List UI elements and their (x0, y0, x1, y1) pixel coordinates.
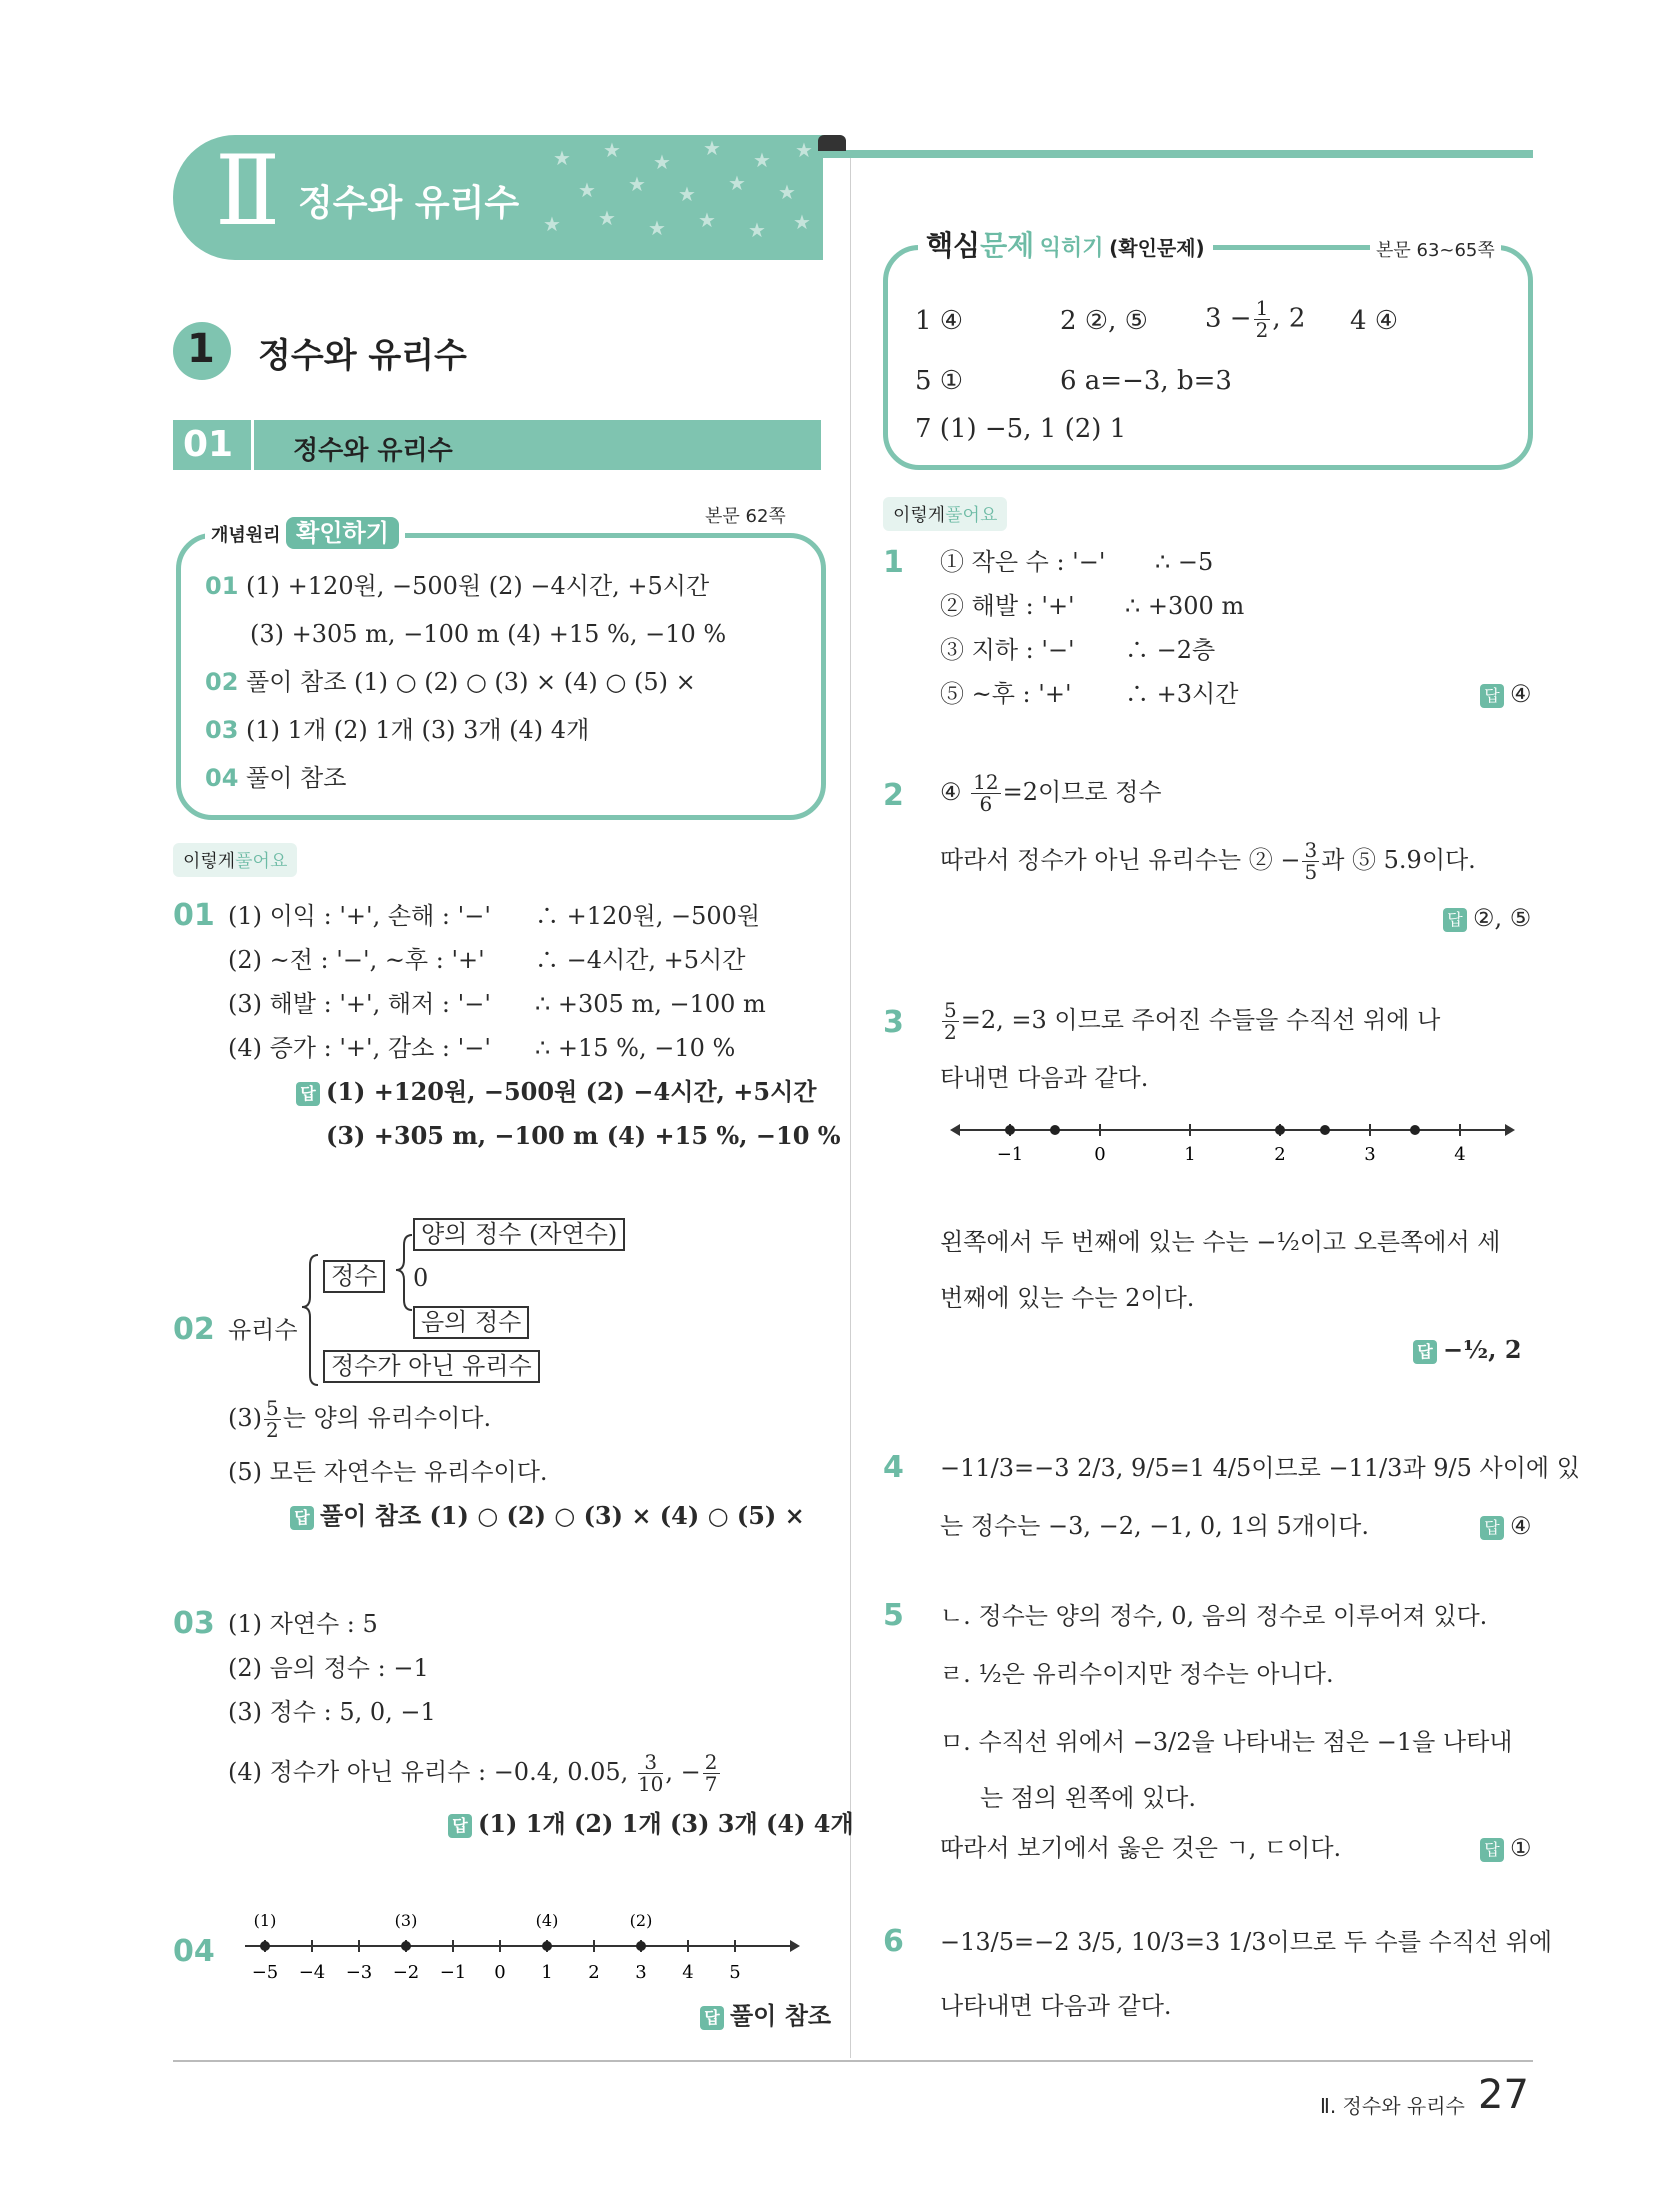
concept-page-ref: 본문 62쪽 (705, 506, 786, 527)
sol-04-number: 04 (173, 1934, 215, 1969)
p1-answer: ④ (1510, 680, 1532, 708)
p1-l1b: ∴ −5 (1155, 548, 1214, 576)
point-marker (542, 1941, 552, 1951)
svg-text:★: ★ (678, 182, 696, 206)
sol-03-l1: (1) 자연수 : 5 (228, 1610, 378, 1638)
p5-answer: ① (1510, 1834, 1532, 1862)
p1-l2a: ② 해발 : '+' (940, 592, 1075, 620)
sol-04-answer: 풀이 참조 (730, 2001, 832, 2030)
subsection-bar: 01 정수와 유리수 (173, 420, 821, 470)
core-tab: 핵심문제 익히기 (확인문제) (918, 226, 1213, 270)
p3-answer: −½, 2 (1443, 1335, 1522, 1364)
answer-icon: 답 (1480, 1838, 1504, 1862)
answer-icon: 답 (448, 1814, 472, 1838)
sol-02-l3: (3) $\frac{5}{2}$ 는 양의 유리수이다. (228, 1396, 492, 1442)
svg-text:★: ★ (703, 136, 721, 160)
sol-03-number: 03 (173, 1606, 215, 1641)
tick-label: 1 (1184, 1144, 1196, 1165)
answer-icon: 답 (1480, 1516, 1504, 1540)
sol-01-l4b: ∴ +15 %, −10 % (535, 1034, 736, 1062)
prob-4-number: 4 (883, 1450, 904, 1485)
svg-text:★: ★ (795, 138, 813, 162)
svg-text:★: ★ (793, 210, 811, 234)
solve-label-right: 이렇게풀어요 (883, 497, 1007, 531)
svg-text:★: ★ (628, 172, 646, 196)
footer-label: Ⅱ. 정수와 유리수 (1320, 2094, 1465, 2118)
p3-l2: 타내면 다음과 같다. (940, 1064, 1149, 1092)
star-pattern (533, 135, 823, 260)
sol-01-number: 01 (173, 898, 215, 933)
svg-text:★: ★ (543, 212, 561, 236)
core-a2: 2 ②, ⑤ (1060, 306, 1148, 336)
number-line-3 (950, 1110, 1520, 1190)
sol-03-l2: (2) 음의 정수 : −1 (228, 1654, 429, 1682)
core-page-ref: 본문 63~65쪽 (1370, 236, 1501, 262)
tick-label: 0 (494, 1962, 506, 1983)
section-number-circle: 1 (173, 322, 231, 380)
prob-3-number: 3 (883, 1005, 904, 1040)
concept-q03: (1) 1개 (2) 1개 (3) 3개 (4) 4개 (246, 716, 590, 744)
p5-l4: 는 점의 왼쪽에 있다. (980, 1784, 1196, 1812)
p5-l2: ㄹ. ½은 유리수이지만 정수는 아니다. (940, 1660, 1334, 1688)
p4-answer: ④ (1510, 1512, 1532, 1540)
point-marker (260, 1941, 270, 1951)
sol-03-answer: (1) 1개 (2) 1개 (3) 3개 (4) 4개 (478, 1809, 854, 1838)
p6-l1: −13/5=−2 3/5, 10/3=3 1/3이므로 두 수를 수직선 위에 (940, 1928, 1553, 1956)
core-a4: 4 ④ (1350, 306, 1399, 336)
sol-03-l4: (4) 정수가 아닌 유리수 : −0.4, 0.05, $\frac{3}{10}$ , − $\frac{2}{7}$ (228, 1750, 718, 1796)
tick-label: 1 (541, 1962, 553, 1983)
svg-text:★: ★ (598, 206, 616, 230)
tick-label: 0 (1094, 1144, 1106, 1165)
p1-l3a: ③ 지하 : '−' (940, 636, 1075, 664)
svg-text:★: ★ (578, 178, 596, 202)
svg-text:★: ★ (728, 171, 746, 195)
tick-label: 4 (682, 1962, 694, 1983)
sol-01-answer-1: (1) +120원, −500원 (2) −4시간, +5시간 (326, 1077, 817, 1106)
sol-01-l3b: ∴ +305 m, −100 m (535, 990, 766, 1018)
tick-label: 4 (1454, 1144, 1466, 1165)
sol-01-l1a: (1) 이익 : '+', 손해 : '−' (228, 902, 491, 930)
tick-label: −1 (996, 1144, 1024, 1165)
svg-text:★: ★ (778, 180, 796, 204)
svg-text:★: ★ (648, 216, 666, 240)
sol-02-number: 02 (173, 1312, 215, 1347)
concept-q02: 풀이 참조 (1) ○ (2) ○ (3) × (4) ○ (5) × (246, 668, 696, 696)
prob-2-number: 2 (883, 778, 904, 813)
p1-l1a: ① 작은 수 : '−' (940, 548, 1106, 576)
tick-label: 5 (729, 1962, 741, 1983)
chapter-banner (173, 135, 823, 260)
p1-l3b: ∴ −2층 (1125, 636, 1216, 664)
concept-q01-l1: (1) +120원, −500원 (2) −4시간, +5시간 (246, 572, 710, 600)
answer-icon: 답 (1443, 908, 1467, 932)
p1-l2b: ∴ +300 m (1125, 592, 1245, 620)
point-label: (2) (629, 1911, 653, 1930)
sol-02-answer: 풀이 참조 (1) ○ (2) ○ (3) × (4) ○ (5) × (320, 1501, 805, 1530)
tick-label: 3 (635, 1962, 647, 1983)
svg-text:★: ★ (653, 150, 671, 174)
point-label: (4) (535, 1911, 559, 1930)
p5-l1: ㄴ. 정수는 양의 정수, 0, 음의 정수로 이루어져 있다. (940, 1602, 1488, 1630)
p2-l1: ④ $\frac{12}{6}$ =2이므로 정수 (940, 770, 1162, 816)
p4-l1: −11/3=−3 2/3, 9/5=1 4/5이므로 −11/3과 9/5 사이에 있 (940, 1454, 1580, 1482)
header-rule (823, 150, 1533, 158)
tick-label: −2 (392, 1962, 420, 1983)
p1-l4a: ⑤ ~후 : '+' (940, 680, 1072, 708)
point-marker (401, 1941, 411, 1951)
solve-label-left: 이렇게풀어요 (173, 843, 297, 877)
section-title: 정수와 유리수 (258, 336, 467, 376)
prob-5-number: 5 (883, 1598, 904, 1633)
core-a7: 7 (1) −5, 1 (2) 1 (915, 414, 1127, 444)
column-divider (850, 158, 851, 2058)
tree-non-integer: 정수가 아닌 유리수 (323, 1350, 540, 1383)
sol-01-l2a: (2) ~전 : '−', ~후 : '+' (228, 946, 485, 974)
sol-01-l1b: ∴ +120원, −500원 (535, 902, 761, 930)
sol-01-answer-2: (3) +305 m, −100 m (4) +15 %, −10 % (326, 1121, 841, 1150)
answer-icon: 답 (700, 2006, 724, 2030)
concept-q04: 풀이 참조 (246, 764, 347, 792)
core-a6: 6 a=−3, b=3 (1060, 366, 1232, 396)
p1-l4b: ∴ +3시간 (1125, 680, 1239, 708)
tick-label: 2 (588, 1962, 600, 1983)
sol-01-l4a: (4) 증가 : '+', 감소 : '−' (228, 1034, 491, 1062)
point-marker (1050, 1125, 1060, 1135)
answer-icon: 답 (1480, 684, 1504, 708)
p3-l3: 왼쪽에서 두 번째에 있는 수는 −½이고 오른쪽에서 세 (940, 1228, 1501, 1256)
svg-text:★: ★ (553, 146, 571, 170)
tree-integer: 정수 (323, 1260, 385, 1293)
tick-label: −4 (298, 1962, 326, 1983)
tree-zero: 0 (413, 1264, 429, 1292)
chapter-roman: Ⅱ (215, 135, 281, 247)
header-notch (818, 135, 846, 151)
p5-l3: ㅁ. 수직선 위에서 −3/2을 나타내는 점은 −1을 나타내 (940, 1728, 1513, 1756)
sol-01-l3a: (3) 해발 : '+', 해저 : '−' (228, 990, 491, 1018)
sol-03-l3: (3) 정수 : 5, 0, −1 (228, 1698, 436, 1726)
sol-01-l2b: ∴ −4시간, +5시간 (535, 946, 746, 974)
tick-label: 3 (1364, 1144, 1376, 1165)
tree-positive-integer: 양의 정수 (자연수) (413, 1218, 625, 1251)
point-label: (3) (394, 1911, 418, 1930)
concept-tab: 개념원리 확인하기 (205, 512, 405, 554)
core-a5: 5 ① (915, 366, 964, 396)
footer-rule (173, 2060, 1533, 2062)
answer-icon: 답 (1413, 1340, 1437, 1364)
sol-02-l5: (5) 모든 자연수는 유리수이다. (228, 1458, 548, 1486)
p2-answer: ②, ⑤ (1473, 904, 1532, 932)
svg-text:★: ★ (603, 138, 621, 162)
prob-1-number: 1 (883, 545, 904, 580)
p4-l2: 는 정수는 −3, −2, −1, 0, 1의 5개이다. (940, 1512, 1369, 1540)
p6-l2: 나타내면 다음과 같다. (940, 1992, 1172, 2020)
point-marker (1410, 1125, 1420, 1135)
tree-root: 유리수 (228, 1316, 298, 1344)
tick-label: −3 (345, 1962, 373, 1983)
answer-icon: 답 (296, 1082, 320, 1106)
tick-label: 2 (1274, 1144, 1286, 1165)
core-a3: 3 − $\frac{1}{2}$ , 2 (1205, 296, 1306, 342)
p3-l4: 번째에 있는 수는 2이다. (940, 1284, 1195, 1312)
number-line-04 (240, 1900, 800, 1990)
tree-negative-integer: 음의 정수 (413, 1306, 529, 1339)
answer-icon: 답 (290, 1506, 314, 1530)
point-marker (1005, 1125, 1015, 1135)
p5-l5: 따라서 보기에서 옳은 것은 ㄱ, ㄷ이다. (940, 1834, 1342, 1862)
core-a1: 1 ④ (915, 306, 964, 336)
point-label: (1) (253, 1911, 277, 1930)
page-number: 27 (1478, 2072, 1529, 2118)
point-marker (1320, 1125, 1330, 1135)
point-marker (1275, 1125, 1285, 1135)
svg-text:★: ★ (698, 208, 716, 232)
p2-l2: 따라서 정수가 아닌 유리수는 ② − $\frac{3}{5}$ 과 ⑤ 5.9이다. (940, 838, 1476, 884)
concept-q01-l2: (3) +305 m, −100 m (4) +15 %, −10 % (250, 620, 727, 648)
tick-label: −1 (439, 1962, 467, 1983)
point-marker (636, 1941, 646, 1951)
tick-label: −5 (251, 1962, 279, 1983)
svg-text:★: ★ (753, 148, 771, 172)
p3-l1: $\frac{5}{2}$ =2, =3 이므로 주어진 수들을 수직선 위에 나 (944, 998, 1441, 1044)
svg-text:★: ★ (748, 218, 766, 242)
chapter-title: 정수와 유리수 (298, 183, 520, 224)
prob-6-number: 6 (883, 1924, 904, 1959)
